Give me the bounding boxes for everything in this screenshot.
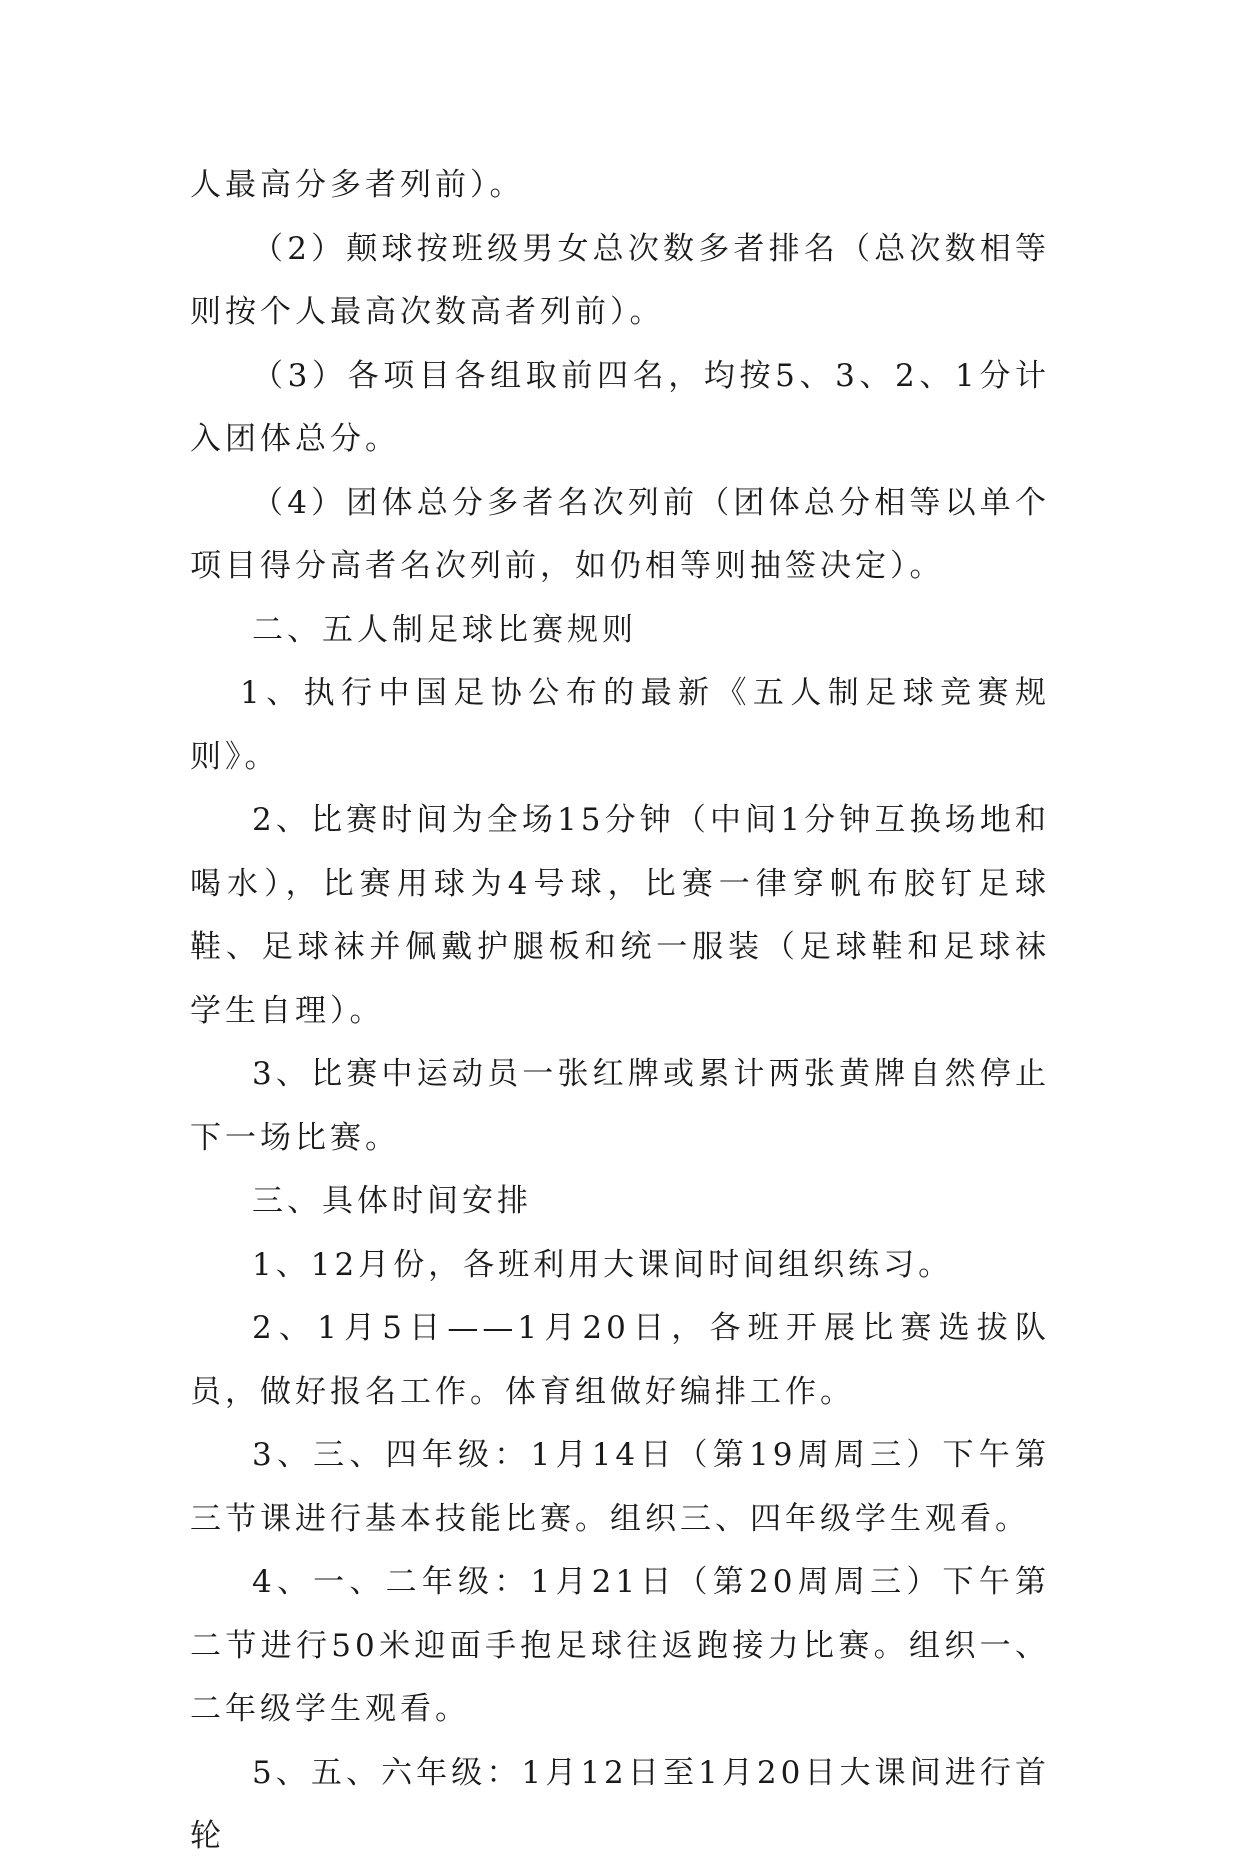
paragraph-schedule-4: 4、一、二年级：1月21日（第20周周三）下午第二节进行50米迎面手抱足球往返跑接力比赛。组织一、二年级学生观看。: [190, 1564, 1050, 1727]
section-heading-schedule: 三、具体时间安排: [252, 1183, 532, 1219]
paragraph-rule-2: （2）颠球按班级男女总次数多者排名（总次数相等则按个人最高次数高者列前）。: [190, 230, 1050, 330]
paragraph-football-rule-2: 2、比赛时间为全场15分钟（中间1分钟互换场地和喝水），比赛用球为4号球，比赛一律穿帆布胶钉足球鞋、足球袜并佩戴护腿板和统一服装（足球鞋和足球袜学生自理）。: [190, 802, 1050, 1029]
document-body: [190, 154, 1050, 1869]
paragraph-schedule-5: 5、五、六年级：1月12日至1月20日大课间进行首轮: [190, 1754, 1050, 1854]
section-heading-football-rules: 二、五人制足球比赛规则: [252, 611, 637, 648]
paragraph-football-rule-3: 3、比赛中运动员一张红牌或累计两张黄牌自然停止下一场比赛。: [190, 1056, 1050, 1156]
paragraph-rule-4: （4）团体总分多者名次列前（团体总分相等以单个项目得分高者名次列前，如仍相等则抽签决定）。: [190, 484, 1050, 584]
paragraph-schedule-3: 3、三、四年级：1月14日（第19周周三）下午第三节课进行基本技能比赛。组织三、四年级学生观看。: [190, 1437, 1050, 1537]
paragraph-schedule-1: 1、12月份，各班利用大课间时间组织练习。: [252, 1246, 954, 1283]
paragraph-football-rule-1: 1、执行中国足协公布的最新《五人制足球竞赛规则》。: [190, 675, 1050, 775]
paragraph-schedule-2: 2、1月5日——1月20日，各班开展比赛选拔队员，做好报名工作。体育组做好编排工作。: [190, 1310, 1050, 1410]
paragraph-rule-3: （3）各项目各组取前四名，均按5、3、2、1分计入团体总分。: [190, 357, 1050, 457]
paragraph-continued: 人最高分多者列前）。: [190, 167, 525, 203]
